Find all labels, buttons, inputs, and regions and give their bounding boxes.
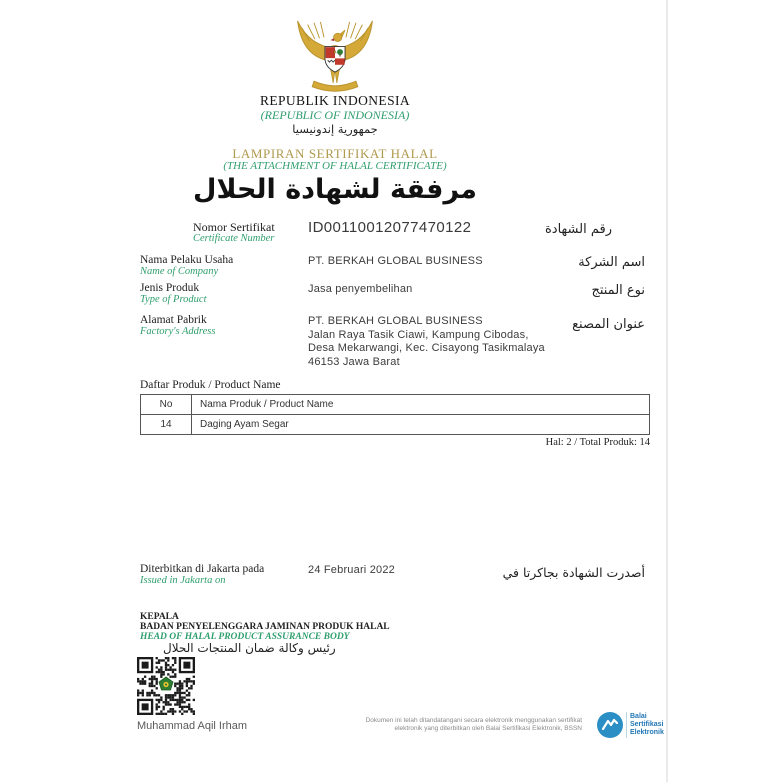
issued-value: 24 Februari 2022 (308, 564, 395, 576)
bse-logo-divider (626, 712, 627, 738)
factory-address-line: 46153 Jawa Barat (308, 355, 400, 368)
bse-logo (597, 710, 667, 744)
signatory-name: Muhammad Aqil Irham (137, 720, 248, 732)
bse-logo-icon (597, 712, 623, 738)
garuda-pancasila-emblem (0, 10, 670, 99)
factory-address-label-en: Factory's Address (140, 326, 216, 337)
product-type-label-en: Type of Product (140, 294, 207, 305)
certificate-number-label-id: Nomor Sertifikat (193, 220, 275, 234)
table-row (141, 415, 650, 435)
signatory-title-en: HEAD OF HALAL PRODUCT ASSURANCE BODY (140, 632, 350, 642)
country-name-id: REPUBLIK INDONESIA (259, 93, 411, 108)
issued-label-en: Issued in Jakarta on (140, 575, 226, 586)
doc-title-id: LAMPIRAN SERTIFIKAT HALAL (232, 146, 438, 161)
factory-address-line: PT. BERKAH GLOBAL BUSINESS (308, 315, 483, 327)
factory-address-value (308, 315, 545, 369)
product-table-title: Daftar Produk / Product Name (140, 379, 281, 391)
product-type-label-id: Jenis Produk (140, 282, 200, 294)
product-table-header-row (141, 395, 650, 415)
product-no-cell: 14 (141, 415, 192, 435)
doc-title-ar: مرفقة لشهادة الحلال (193, 174, 477, 205)
company-label-ar: اسم الشركة (578, 255, 645, 270)
factory-address-line: Desa Mekarwangi, Kec. Cisayong Tasikmalaya (308, 342, 545, 354)
kemenag-logo-icon (159, 677, 173, 690)
signatory-title-line2: BADAN PENYELENGGARA JAMINAN PRODUK HALAL (140, 622, 390, 632)
doc-title-en: (THE ATTACHMENT OF HALAL CERTIFICATE) (223, 160, 447, 172)
company-label-id: Nama Pelaku Usaha (140, 254, 234, 266)
garuda-eagle-icon (289, 10, 381, 94)
certificate-number-value: ID00110012077470122 (308, 219, 472, 236)
issued-label-ar: أصدرت الشهادة بجاكرتا في (502, 565, 645, 580)
product-table (140, 394, 650, 435)
factory-address-label-ar: عنوان المصنع (572, 317, 645, 332)
signatory-title-line1: KEPALA (140, 612, 179, 622)
bse-logo-text: Balai Sertifikasi Elektronik (630, 713, 664, 736)
country-name-ar: جمهورية إندونيسيا (292, 122, 378, 136)
product-type-value: Jasa penyembelihan (308, 283, 413, 295)
country-name-en: (REPUBLIC OF INDONESIA) (260, 108, 410, 122)
qr-code (137, 657, 195, 715)
product-type-label-ar: نوع المنتج (591, 283, 645, 298)
company-value: PT. BERKAH GLOBAL BUSINESS (308, 255, 483, 267)
page-total-note: Hal: 2 / Total Produk: 14 (545, 437, 650, 448)
product-name-cell: Daging Ayam Segar (192, 415, 650, 435)
factory-address-line: Jalan Raya Tasik Ciawi, Kampung Cibodas, (308, 328, 529, 341)
factory-address-label-id: Alamat Pabrik (140, 314, 207, 326)
signatory-title-ar: رئيس وكالة ضمان المنتجات الحلال (163, 641, 336, 655)
esign-disclaimer (322, 717, 582, 733)
esign-disclaimer-line1: Dokumen ini telah ditandatangani secara elektronik menggunakan sertifikat (365, 717, 582, 724)
certificate-number-label-en: Certificate Number (193, 233, 275, 244)
product-table-header-name: Nama Produk / Product Name (192, 395, 650, 415)
esign-disclaimer-line2: elektronik yang diterbitkan oleh Balai Sertifikasi Elektronik, BSSN (394, 725, 582, 732)
company-label-en: Name of Company (140, 266, 219, 277)
page-edge-line (666, 0, 668, 782)
issued-label-id: Diterbitkan di Jakarta pada (140, 563, 265, 575)
product-table-header-no: No (141, 395, 192, 415)
certificate-number-label-ar: رقم الشهادة (545, 222, 612, 237)
